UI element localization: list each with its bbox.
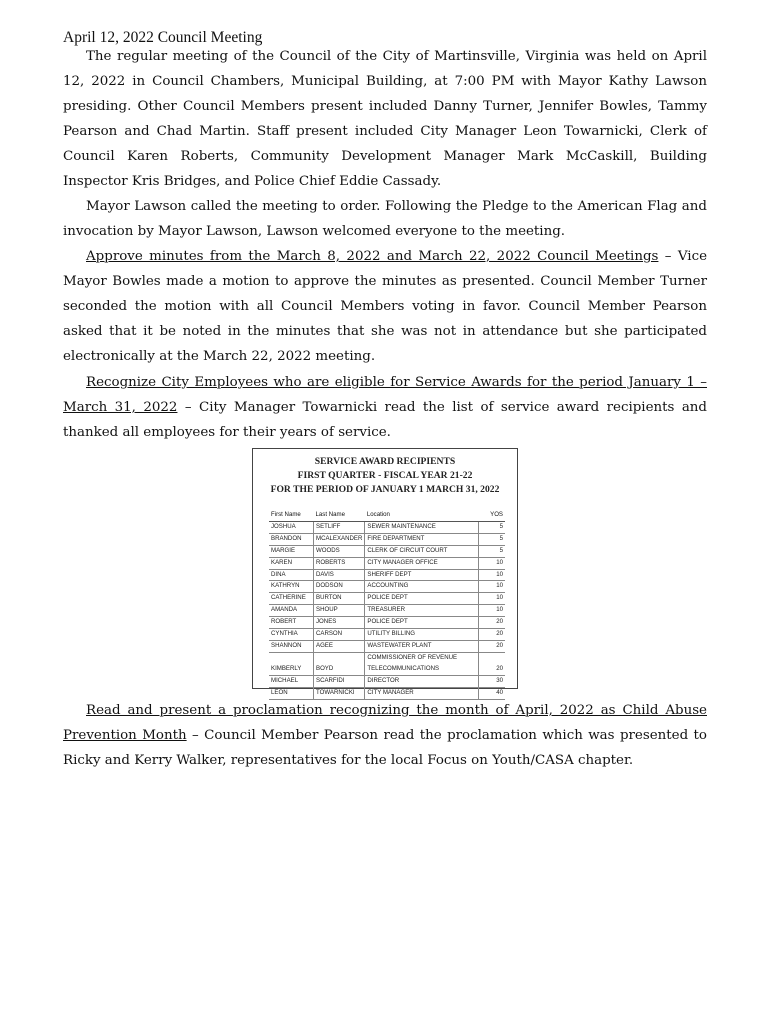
cell-location: FIRE DEPARTMENT: [365, 533, 479, 545]
cell-first-name: JOSHUA: [269, 521, 314, 533]
table-row: [269, 675, 505, 687]
table-row: [269, 652, 505, 675]
service-award-table-figure: [252, 448, 518, 696]
cell-first-name: MARGIE: [269, 545, 314, 557]
cell-yos: 30: [479, 675, 505, 687]
cell-yos: 20: [479, 652, 505, 675]
cell-location: TREASURER: [365, 605, 479, 617]
table-row: [269, 605, 505, 617]
cell-first-name: KAREN: [269, 557, 314, 569]
cell-first-name: DINA: [269, 569, 314, 581]
table-title-line-2: FIRST QUARTER - FISCAL YEAR 21-22: [297, 470, 473, 481]
proclamation-text: – Council Member Pearson read the proclamation which was presented to Ricky and Kerry Walker, representatives for the local Focus on Youth/CASA chapter.: [63, 728, 707, 768]
cell-last-name: DAVIS: [314, 569, 365, 581]
table-title-line-3: FOR THE PERIOD OF JANUARY 1 MARCH 31, 2022: [270, 484, 500, 495]
cell-location: SEWER MAINTENANCE: [365, 521, 479, 533]
cell-first-name: KIMBERLY: [269, 652, 314, 675]
cell-yos: 10: [479, 605, 505, 617]
cell-location: CITY MANAGER OFFICE: [365, 557, 479, 569]
cell-location: ACCOUNTING: [365, 581, 479, 593]
agenda-item-service-awards: Recognize City Employees who are eligible for Service Awards for the period January 1 – March 31, 2022: [63, 375, 707, 415]
column-header-last-name: Last Name: [314, 510, 365, 521]
table-row: [269, 533, 505, 545]
cell-yos: 10: [479, 569, 505, 581]
paragraph-proclamation: [63, 698, 707, 773]
cell-last-name: CARSON: [314, 629, 365, 641]
cell-first-name: SHANNON: [269, 640, 314, 652]
table-row: [269, 545, 505, 557]
cell-yos: 5: [479, 521, 505, 533]
meeting-header: April 12, 2022 Council Meeting: [63, 29, 263, 46]
cell-last-name: TOWARNICKI: [314, 687, 365, 699]
table-row: [269, 581, 505, 593]
cell-first-name: BRANDON: [269, 533, 314, 545]
cell-location: SHERIFF DEPT: [365, 569, 479, 581]
cell-yos: 5: [479, 533, 505, 545]
approve-minutes-text: – Vice Mayor Bowles made a motion to approve the minutes as presented. Council Member Turner seconded the motion with all Council Members voting in favor. Council Member Pearson asked that it be noted in the minutes that she was not in attendance but she participated electronically at the March 22, 2022 meeting.: [63, 249, 707, 364]
cell-last-name: BURTON: [314, 593, 365, 605]
service-awards-text: – City Manager Towarnicki read the list of service award recipients and thanked all employees for their years of service.: [63, 400, 707, 440]
cell-yos: 5: [479, 545, 505, 557]
table-header-row: [269, 510, 505, 521]
cell-first-name: CYNTHIA: [269, 629, 314, 641]
cell-first-name: KATHRYN: [269, 581, 314, 593]
cell-location: DIRECTOR: [365, 675, 479, 687]
cell-location: CITY MANAGER: [365, 687, 479, 699]
cell-yos: 20: [479, 629, 505, 641]
paragraph-service-awards: [63, 370, 707, 445]
cell-location: UTILITY BILLING: [365, 629, 479, 641]
cell-last-name: WOODS: [314, 545, 365, 557]
table-row: [269, 617, 505, 629]
cell-last-name: JONES: [314, 617, 365, 629]
paragraph-call-to-order: Mayor Lawson called the meeting to order. Following the Pledge to the American Flag and invocation by Mayor Lawson, Lawson welcomed everyone to the meeting.: [63, 199, 707, 239]
cell-last-name: ROBERTS: [314, 557, 365, 569]
cell-last-name: SCARFIDI: [314, 675, 365, 687]
column-header-yos: YOS: [479, 510, 505, 521]
paragraph-approve-minutes: [63, 244, 707, 369]
cell-last-name: MCALEXANDER: [314, 533, 365, 545]
cell-yos: 20: [479, 617, 505, 629]
cell-yos: 20: [479, 640, 505, 652]
cell-last-name: AGEE: [314, 640, 365, 652]
cell-yos: 10: [479, 557, 505, 569]
table-row: [269, 640, 505, 652]
table-row: [269, 629, 505, 641]
cell-location: POLICE DEPT: [365, 617, 479, 629]
table-row: [269, 557, 505, 569]
cell-first-name: ROBERT: [269, 617, 314, 629]
cell-yos: 10: [479, 581, 505, 593]
cell-last-name: DODSON: [314, 581, 365, 593]
table-title-line-1: SERVICE AWARD RECIPIENTS: [314, 456, 456, 467]
cell-first-name: MICHAEL: [269, 675, 314, 687]
cell-location: WASTEWATER PLANT: [365, 640, 479, 652]
column-header-first-name: First Name: [269, 510, 314, 521]
column-header-location: Location: [365, 510, 479, 521]
table-row: [269, 593, 505, 605]
agenda-item-proclamation: Read and present a proclamation recognizing the month of April, 2022 as Child Abuse Prevention Month: [63, 703, 707, 743]
cell-yos: 10: [479, 593, 505, 605]
table-body: [269, 521, 505, 699]
cell-last-name: SHOUP: [314, 605, 365, 617]
table-row: [269, 569, 505, 581]
cell-first-name: AMANDA: [269, 605, 314, 617]
cell-location: POLICE DEPT: [365, 593, 479, 605]
cell-last-name: BOYD: [314, 652, 365, 675]
table-row: [269, 521, 505, 533]
cell-last-name: SETLIFF: [314, 521, 365, 533]
cell-first-name: CATHERINE: [269, 593, 314, 605]
paragraph-attendance: The regular meeting of the Council of the City of Martinsville, Virginia was held on April 12, 2022 in Council Chambers, Municipal Building, at 7:00 PM with Mayor Kathy Lawson presiding. Other Council Members present included Danny Turner, Jennifer Bowles, Tammy Pearson and Chad Martin. Staff present included City Manager Leon Towarnicki, Clerk of Council Karen Roberts, Community Development Manager Mark McCaskill, Building Inspector Kris Bridges, and Police Chief Eddie Cassady.: [63, 49, 707, 189]
table-title: [253, 455, 517, 497]
cell-location: CLERK OF CIRCUIT COURT: [365, 545, 479, 557]
service-award-table: [269, 510, 505, 700]
agenda-item-approve-minutes: Approve minutes from the March 8, 2022 and March 22, 2022 Council Meetings: [86, 249, 659, 264]
cell-yos: 40: [479, 687, 505, 699]
cell-first-name: LEON: [269, 687, 314, 699]
cell-location: COMMISSIONER OF REVENUE TELECOMMUNICATIONS: [365, 652, 479, 675]
